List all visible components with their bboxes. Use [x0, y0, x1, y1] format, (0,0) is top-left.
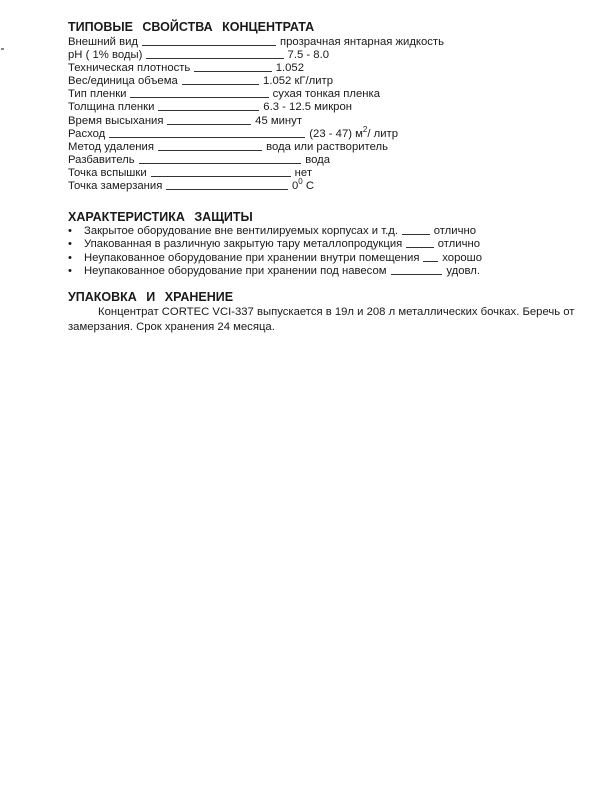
- property-label: Точка вспышки: [68, 166, 147, 179]
- property-row: [68, 115, 302, 128]
- leader-line: [166, 180, 288, 190]
- property-value: [288, 49, 329, 62]
- bullet-icon: •: [68, 251, 72, 264]
- property-value-text: 7.5 - 8.0: [287, 49, 329, 62]
- leader-line: [194, 62, 271, 72]
- property-label: Тип пленки: [68, 88, 127, 101]
- property-value: [273, 88, 380, 101]
- property-value: [280, 36, 444, 49]
- property-value-text: вода или растворитель: [266, 140, 388, 153]
- protection-item: [68, 225, 476, 238]
- property-value-text: нет: [294, 166, 312, 179]
- property-value-text: 45 минут: [255, 114, 302, 127]
- property-label: Разбавитель: [68, 153, 135, 166]
- leader-line: [139, 154, 302, 164]
- protection-item-text: Закрытое оборудование вне вентилируемых корпусах и т.д.: [84, 225, 398, 237]
- property-value: [305, 154, 330, 167]
- property-label: Точка замерзания: [68, 180, 163, 193]
- leader-line: [158, 101, 259, 111]
- protection-list: [68, 225, 508, 278]
- property-value: [276, 62, 304, 75]
- property-value-superscript: 0: [298, 177, 303, 187]
- property-row: [68, 101, 352, 114]
- property-value-text: сухая тонкая пленка: [272, 88, 380, 101]
- property-value: [255, 115, 302, 128]
- property-row: [68, 49, 329, 62]
- property-value: [291, 177, 314, 193]
- property-label: pH ( 1% воды): [68, 49, 143, 62]
- scan-speck: [1, 48, 4, 50]
- property-row: [68, 36, 444, 49]
- protection-item-text: Неупакованное оборудование при хранении внутри помещения: [84, 251, 420, 264]
- protection-heading: ХАРАКТЕРИСТИКА ЗАЩИТЫ: [68, 210, 253, 224]
- property-value-unit: C: [302, 180, 314, 193]
- property-value-text: прозрачная янтарная жидкость: [280, 36, 444, 48]
- protection-rating: хорошо: [442, 251, 482, 264]
- protection-item-text: Неупакованное оборудование при хранении под навесом: [84, 264, 387, 277]
- property-value-text: 1.052: [275, 62, 304, 75]
- leader-line: [402, 225, 430, 235]
- property-label: Вес/единица объема: [68, 75, 178, 88]
- property-value: [309, 124, 398, 141]
- leader-line: [142, 36, 276, 46]
- leader-line: [130, 88, 268, 98]
- property-label: Метод удаления: [68, 140, 154, 153]
- property-value-unit: / литр: [367, 127, 398, 140]
- leader-line: [158, 141, 262, 151]
- leader-line: [109, 128, 305, 138]
- property-row: [68, 177, 314, 193]
- properties-heading: ТИПОВЫЕ СВОЙСТВА КОНЦЕНТРАТА: [68, 20, 315, 34]
- protection-rating: удовл.: [446, 264, 480, 277]
- property-value-text: вода: [305, 153, 330, 166]
- packaging-text-line-1: Концентрат CORTEC VCI-337 выпускается в 19л и 208 л металлических бочках. Беречь от: [98, 306, 575, 318]
- property-value: [263, 75, 333, 88]
- protection-item: [68, 238, 480, 251]
- leader-line: [423, 252, 438, 262]
- property-label: Техническая плотность: [68, 62, 191, 75]
- property-label: Время высыхания: [68, 114, 164, 127]
- bullet-icon: •: [68, 225, 72, 237]
- property-value-text: (23 - 47) м: [309, 127, 363, 140]
- protection-item-text: Упакованная в различную закрытую тару металлопродукция: [84, 238, 403, 251]
- protection-item: [68, 265, 480, 278]
- leader-line: [146, 49, 283, 59]
- leader-line: [182, 75, 259, 85]
- bullet-icon: •: [68, 238, 72, 251]
- property-row: [68, 62, 304, 75]
- property-value-text: 6.3 - 12.5 микрон: [263, 101, 352, 114]
- leader-line: [391, 265, 443, 275]
- property-row: [68, 154, 330, 167]
- property-label: Толщина пленки: [68, 101, 155, 114]
- property-row: [68, 124, 398, 141]
- leader-line: [167, 115, 251, 125]
- property-value-text: 1.052 кГ/литр: [263, 75, 333, 88]
- property-label: Расход: [68, 127, 106, 140]
- protection-rating: отлично: [437, 238, 480, 251]
- property-row: [68, 141, 388, 154]
- leader-line: [151, 167, 291, 177]
- packaging-text-line-2: замерзания. Срок хранения 24 месяца.: [68, 321, 275, 333]
- properties-list: [68, 36, 468, 193]
- packaging-heading: УПАКОВКА И ХРАНЕНИЕ: [68, 290, 234, 304]
- property-value: [263, 101, 352, 114]
- property-row: [68, 167, 312, 180]
- property-row: [68, 88, 380, 101]
- protection-rating: отлично: [433, 225, 476, 237]
- bullet-icon: •: [68, 264, 72, 277]
- property-row: [68, 75, 333, 88]
- property-value-text: 0: [291, 180, 299, 193]
- property-value-superscript: 2: [362, 124, 368, 134]
- leader-line: [406, 238, 433, 248]
- property-value: [266, 141, 388, 154]
- protection-item: [68, 252, 482, 265]
- property-label: Внешний вид: [68, 36, 139, 48]
